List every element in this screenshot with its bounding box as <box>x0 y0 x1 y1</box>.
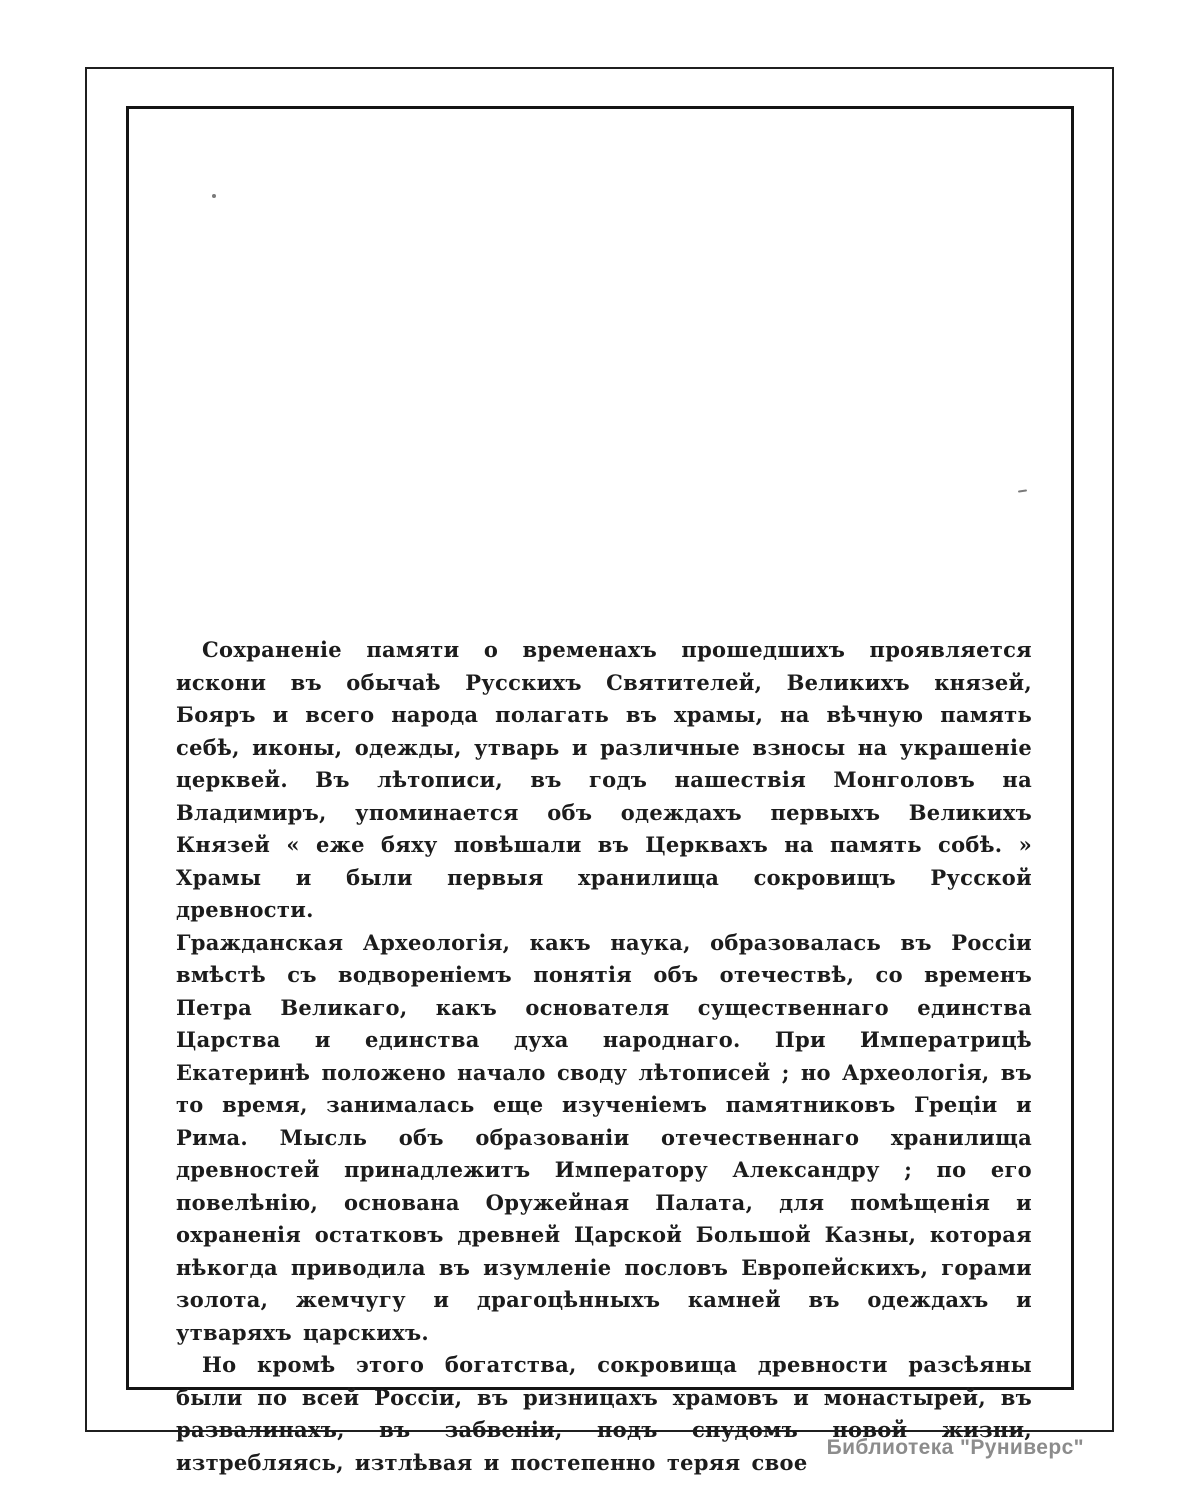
paragraph-2: Гражданская Археологія, какъ наука, образовалась въ Россіи вмѣстѣ съ водвореніемъ понятія объ отечествѣ, со временъ Петра Великаго, какъ основателя существеннаго единства Царства и единства духа народнаго. При Императрицѣ Екатеринѣ положено начало своду лѣтописей ; но Археологія, въ то время, занималась еще изученіемъ памятниковъ Греціи и Рима. Мысль объ образованіи отечественнаго хранилища древностей принадлежитъ Императору Александру ; по его повелѣнію, основана Оружейная Палата, для помѣщенія и охраненія остатковъ древней Царской Большой Казны, которая нѣкогда приводила въ изумленіе пословъ Европейскихъ, горами золота, жемчугу и драгоцѣнныхъ камней въ одеждахъ и утваряхъ царскихъ. <box>176 929 1032 1345</box>
library-watermark: Библиотека "Руниверс" <box>826 1436 1084 1459</box>
paragraph-3: Но кромѣ этого богатства, сокровища древности разсѣяны были по всей Россіи, въ ризницахъ храмовъ и монастырей, въ развалинахъ, въ забвеніи, подъ спудомъ новой жизни, изтребляясь, изтлѣвая и постепенно теряя свое <box>176 1352 1032 1475</box>
scan-speck <box>212 194 216 198</box>
page-text-block <box>176 634 1032 1479</box>
paragraph-1: Сохраненіе памяти о временахъ прошедшихъ проявляется искони въ обычаѣ Русскихъ Святителей, Великихъ князей, Бояръ и всего народа полагать въ храмы, на вѣчную память себѣ, иконы, одежды, утварь и различные взносы на украшеніе церквей. Въ лѣтописи, въ годъ нашествія Монголовъ на Владимиръ, упоминается объ одеждахъ первыхъ Великихъ Князей « еже бяху повѣшали въ Церквахъ на память собѣ. » Храмы и были первыя хранилища сокровищъ Русской древности. <box>176 637 1032 922</box>
